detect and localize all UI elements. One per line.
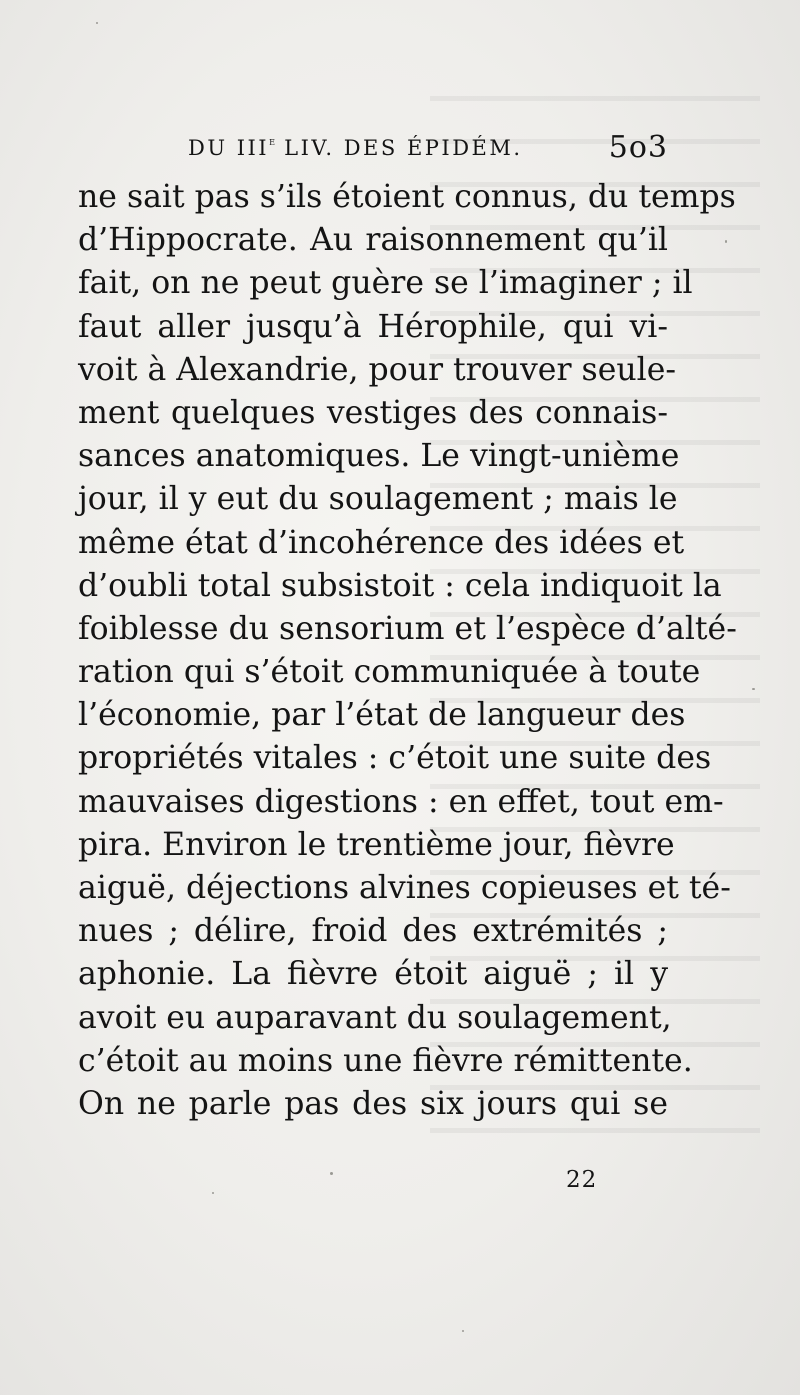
text-line: pira. Environ le trentième jour, fièvre xyxy=(78,826,675,863)
running-head xyxy=(188,136,523,160)
text-line: aiguë, déjections alvines copieuses et té- xyxy=(78,870,731,906)
text-line: avoit eu auparavant du soulagement, xyxy=(78,999,672,1036)
text-line: sances anatomiques. Le vingt-unième xyxy=(78,438,680,475)
page-number: 5o3 xyxy=(608,130,668,165)
paper-speck xyxy=(330,1172,333,1175)
paper-speck xyxy=(752,688,755,690)
paper-speck xyxy=(212,1192,214,1194)
text-line: On ne parle pas des six jours qui se xyxy=(78,1085,668,1122)
paper-speck xyxy=(96,22,98,24)
text-line: d’Hippocrate. Au raisonnement qu’il xyxy=(78,222,668,259)
text-line: propriétés vitales : c’étoit une suite des xyxy=(78,740,712,777)
text-line: mauvaises digestions : en effet, tout em- xyxy=(78,783,724,820)
text-line: l’économie, par l’état de langueur des xyxy=(78,697,686,734)
text-line: d’oubli total subsistoit : cela indiquoit la xyxy=(78,567,722,604)
page-header xyxy=(188,130,668,170)
text-line: fait, on ne peut guère se l’imaginer ; il xyxy=(78,265,693,302)
text-line: faut aller jusqu’à Hérophile, qui vi- xyxy=(78,308,668,345)
text-line: jour, il y eut du soulagement ; mais le xyxy=(78,481,678,518)
body-text xyxy=(78,176,737,1126)
running-head-superscript: e xyxy=(269,134,275,148)
text-line: ration qui s’étoit communiquée à toute xyxy=(78,654,701,691)
running-head-part-1: DU III xyxy=(188,136,270,160)
text-line: c’étoit au moins une fièvre rémittente. xyxy=(78,1042,693,1079)
text-line: même état d’incohérence des idées et xyxy=(78,524,685,561)
text-line: aphonie. La fièvre étoit aiguë ; il y xyxy=(78,956,668,993)
text-line: ment quelques vestiges des connais- xyxy=(78,394,668,431)
text-line: ne sait pas s’ils étoient connus, du temps xyxy=(78,179,736,215)
text-line: voit à Alexandrie, pour trouver seule- xyxy=(78,351,676,388)
running-head-part-2: LIV. DES ÉPIDÉM. xyxy=(274,136,523,160)
paper-speck xyxy=(725,240,727,243)
text-line: foiblesse du sensorium et l’espèce d’alté- xyxy=(78,610,737,647)
paper-speck xyxy=(462,1330,464,1332)
signature-mark: 22 xyxy=(566,1167,598,1193)
text-line: nues ; délire, froid des extrémités ; xyxy=(78,913,668,950)
